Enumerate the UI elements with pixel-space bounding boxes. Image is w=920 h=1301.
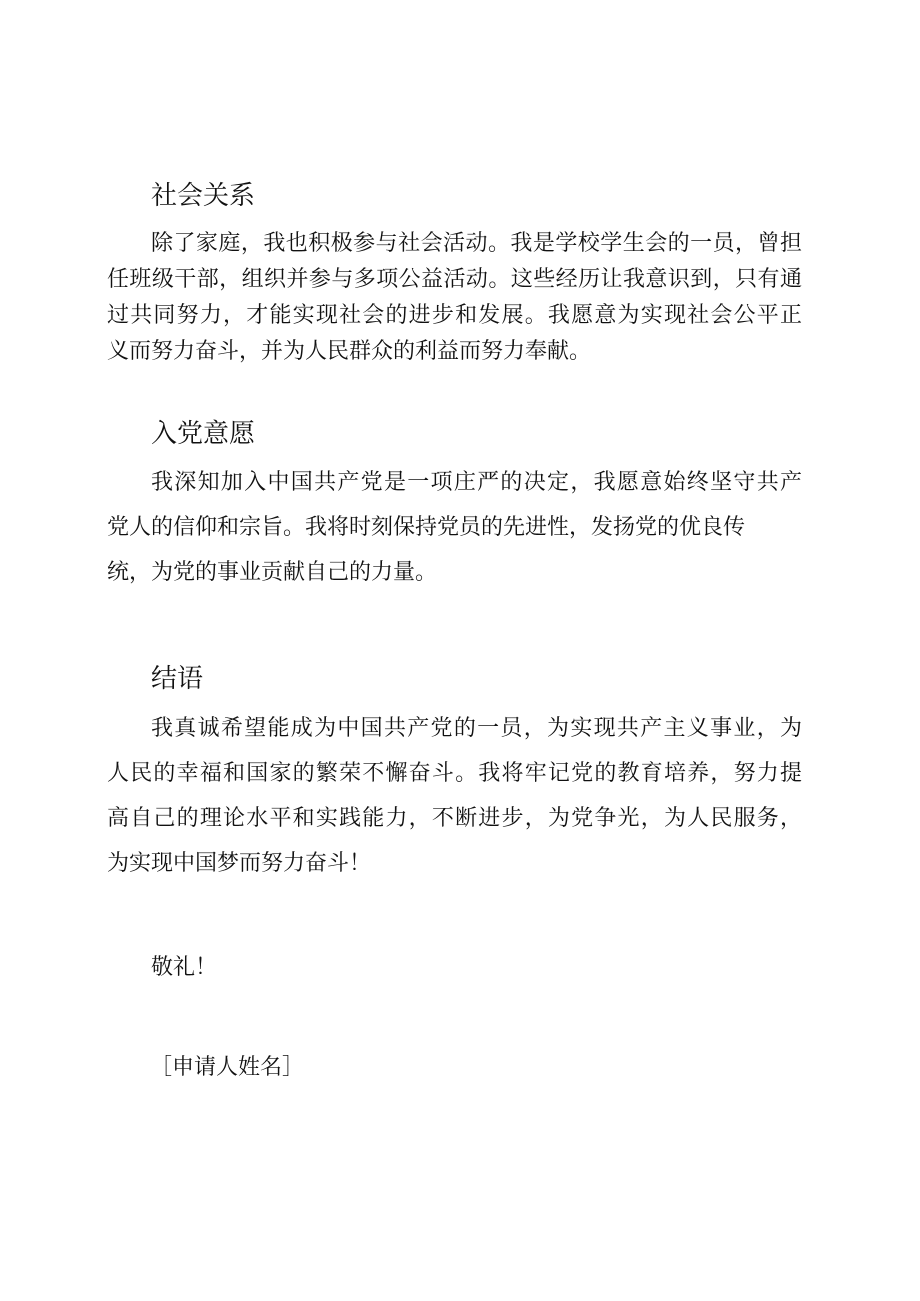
section-body-conclusion — [107, 711, 802, 882]
paragraph-line: 为实现中国梦而努力奋斗！ — [107, 851, 372, 876]
closing-salutation: 敬礼！ — [151, 955, 218, 980]
paragraph-line: 我真诚希望能成为中国共产党的一员，为实现共产主义事业，为 — [151, 716, 802, 741]
section-body-social-relations — [107, 226, 802, 370]
paragraph-line: 统，为党的事业贡献自己的力量。 — [107, 560, 438, 585]
section-heading-conclusion: 结语 — [151, 664, 204, 694]
paragraph-line: 人民的幸福和国家的繁荣不懈奋斗。我将牢记党的教育培养，努力提 — [107, 761, 802, 786]
section-heading-party-intention: 入党意愿 — [151, 419, 256, 449]
applicant-signature: ［申请人姓名］ — [150, 1055, 305, 1080]
paragraph-line: 过共同努力，才能实现社会的进步和发展。我愿意为实现社会公平正 — [107, 303, 802, 328]
paragraph-line: 除了家庭，我也积极参与社会活动。我是学校学生会的一员，曾担 — [151, 231, 802, 256]
paragraph-line: 党人的信仰和宗旨。我将时刻保持党员的先进性，发扬党的优良传 — [107, 515, 746, 540]
paragraph-line: 义而努力奋斗，并为人民群众的利益而努力奉献。 — [107, 339, 592, 364]
paragraph-line: 任班级干部，组织并参与多项公益活动。这些经历让我意识到，只有通 — [107, 267, 802, 292]
paragraph-line: 高自己的理论水平和实践能力，不断进步，为党争光，为人民服务， — [107, 806, 802, 831]
section-heading-social-relations: 社会关系 — [151, 181, 256, 211]
paragraph-line: 我深知加入中国共产党是一项庄严的决定，我愿意始终坚守共产 — [151, 470, 802, 495]
section-body-party-intention — [107, 465, 802, 591]
